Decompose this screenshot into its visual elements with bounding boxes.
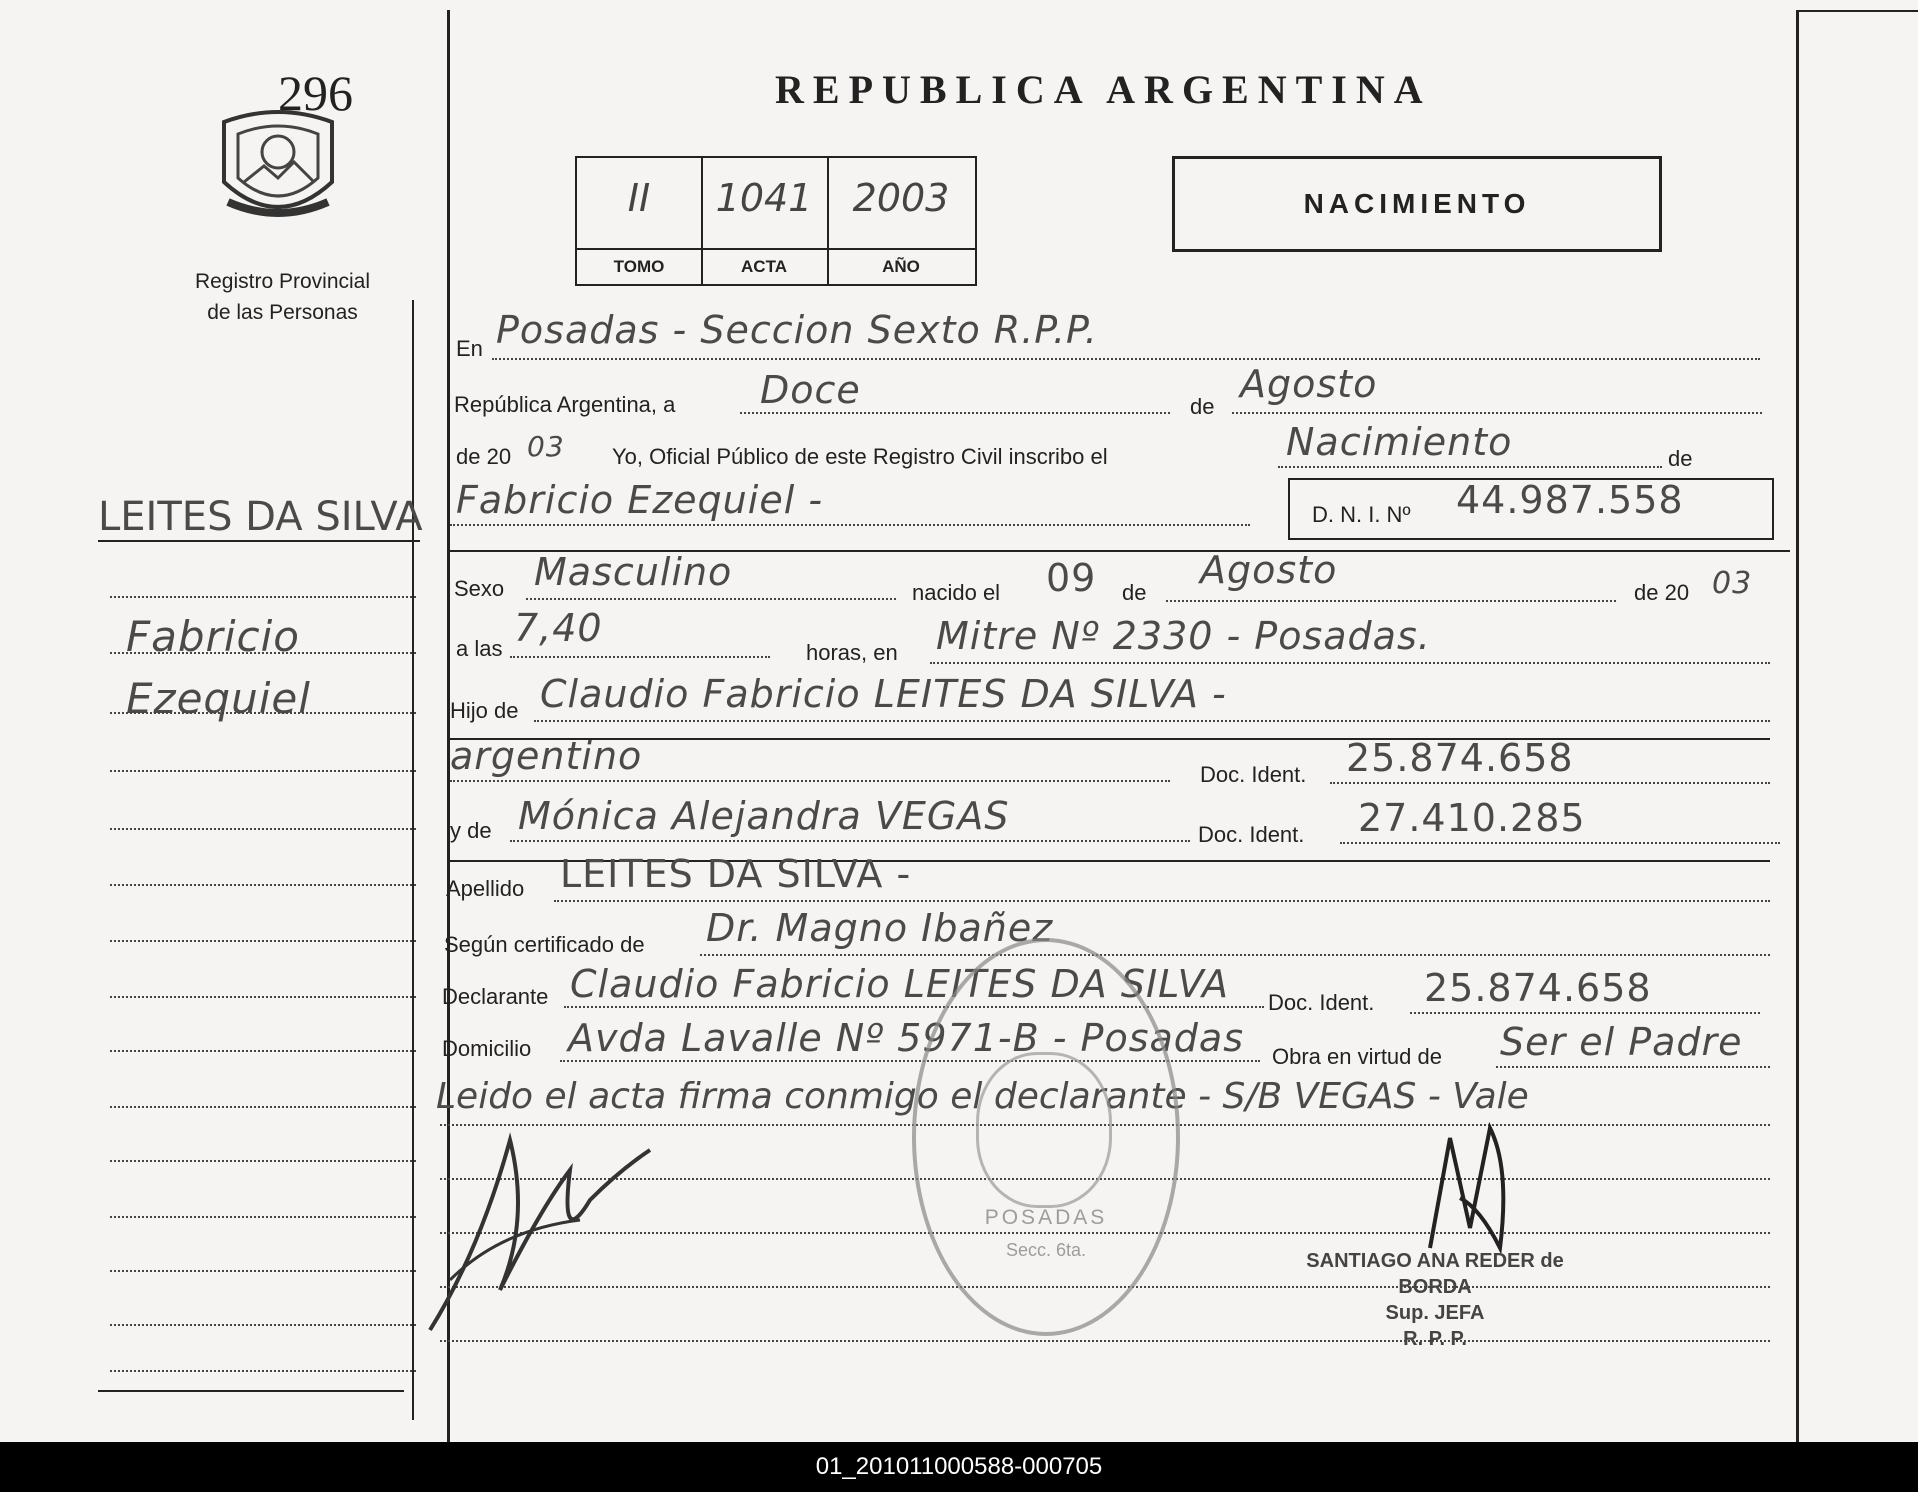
seal-section: Secc. 6ta. bbox=[1005, 1240, 1087, 1260]
label-de-birth: de bbox=[1122, 580, 1147, 605]
label-doc-declarante: Doc. Ident. bbox=[1268, 990, 1375, 1015]
value-child-name: Fabricio Ezequiel - bbox=[456, 478, 824, 522]
line-mother bbox=[510, 840, 1190, 842]
value-mother: Mónica Alejandra VEGAS bbox=[518, 794, 1010, 838]
margin-dotted-line bbox=[110, 996, 416, 998]
line-place bbox=[930, 662, 1770, 664]
official-stamp-title: Sup. JEFA bbox=[1385, 1302, 1485, 1324]
form-dotted-line bbox=[440, 1340, 1770, 1342]
seal-emblem bbox=[976, 1052, 1112, 1208]
value-declarante: Claudio Fabricio LEITES DA SILVA bbox=[570, 962, 1229, 1006]
registry-label-line1: Registro Provincial bbox=[194, 270, 371, 293]
value-sexo: Masculino bbox=[534, 550, 733, 594]
value-month: Agosto bbox=[1240, 362, 1378, 406]
label-apellido: Apellido bbox=[446, 876, 525, 901]
label-birth-year: de 20 bbox=[1634, 580, 1690, 605]
right-edge-border bbox=[1796, 10, 1799, 1442]
line-father-doc bbox=[1330, 782, 1770, 784]
official-stamp-name: SANTIAGO ANA REDER de BORDA bbox=[1306, 1250, 1564, 1298]
label-alas: a las bbox=[456, 636, 503, 661]
margin-dotted-line bbox=[110, 596, 416, 598]
line-declarante-doc bbox=[1410, 1012, 1760, 1014]
document-type-box: NACIMIENTO bbox=[1172, 156, 1662, 252]
value-closing: Leido el acta firma conmigo el declarante - S/B VEGAS - Vale bbox=[436, 1076, 1529, 1117]
label-dni: D. N. I. Nº bbox=[1312, 502, 1411, 527]
top-edge-line bbox=[1796, 10, 1918, 12]
margin-dotted-line bbox=[110, 1370, 416, 1372]
anio-label: AÑO bbox=[827, 248, 975, 284]
value-birth-month: Agosto bbox=[1200, 548, 1338, 592]
margin-second-name: Ezequiel bbox=[126, 674, 311, 723]
line-hour bbox=[510, 656, 770, 658]
label-hijo: Hijo de bbox=[450, 698, 519, 723]
registry-label bbox=[160, 266, 405, 328]
value-year-suffix: 03 bbox=[527, 430, 565, 463]
line-obra bbox=[1496, 1066, 1770, 1068]
registry-label-line2: de las Personas bbox=[207, 301, 358, 324]
label-obra: Obra en virtud de bbox=[1272, 1044, 1442, 1069]
value-domicilio: Avda Lavalle Nº 5971-B - Posadas bbox=[568, 1016, 1244, 1060]
label-declarante: Declarante bbox=[442, 984, 549, 1009]
line-father bbox=[534, 720, 1770, 722]
margin-dotted-line bbox=[110, 1160, 416, 1162]
margin-first-name: Fabricio bbox=[126, 612, 300, 661]
value-declarante-doc: 25.874.658 bbox=[1424, 966, 1652, 1010]
declarant-signature-icon bbox=[1420, 1108, 1530, 1258]
value-hour: 7,40 bbox=[514, 606, 603, 650]
line-segun bbox=[700, 954, 1770, 956]
scan-id-footer: 01_201011000588-000705 bbox=[0, 1442, 1918, 1492]
value-father-nationality: argentino bbox=[450, 734, 643, 778]
margin-dotted-line bbox=[110, 828, 416, 830]
country-title: REPUBLICA ARGENTINA bbox=[775, 67, 1432, 112]
margin-dotted-line bbox=[110, 712, 416, 714]
label-en: En bbox=[456, 336, 483, 361]
value-birth-year: 03 bbox=[1712, 566, 1753, 601]
record-number-box bbox=[575, 156, 977, 286]
margin-line bbox=[98, 540, 420, 542]
line-sexo bbox=[526, 598, 896, 600]
margin-bottom-line bbox=[98, 1390, 404, 1392]
anio-cell bbox=[827, 158, 975, 284]
acta-cell bbox=[701, 158, 829, 284]
value-en: Posadas - Seccion Sexto R.P.P. bbox=[496, 308, 1098, 352]
line-child-name bbox=[450, 524, 1250, 526]
seal-city: POSADAS bbox=[984, 1206, 1108, 1229]
line-day bbox=[740, 412, 1170, 414]
margin-dotted-line bbox=[110, 884, 416, 886]
acta-label: ACTA bbox=[701, 248, 827, 284]
tomo-cell bbox=[577, 158, 703, 284]
line-en bbox=[492, 358, 1760, 360]
line-month bbox=[1232, 412, 1762, 414]
line-father-nat bbox=[450, 780, 1170, 782]
label-domicilio: Domicilio bbox=[442, 1036, 532, 1061]
label-segun: Según certificado de bbox=[444, 932, 645, 957]
margin-dotted-line bbox=[110, 1050, 416, 1052]
value-inscribe: Nacimiento bbox=[1286, 420, 1513, 464]
anio-value: 2003 bbox=[852, 176, 950, 220]
value-segun: Dr. Magno Ibañez bbox=[706, 906, 1054, 950]
value-dni: 44.987.558 bbox=[1456, 478, 1684, 522]
label-de-inscribe: de bbox=[1668, 446, 1693, 471]
margin-dotted-line bbox=[110, 1270, 416, 1272]
label-doc-father: Doc. Ident. bbox=[1200, 762, 1307, 787]
province-crest-icon bbox=[214, 102, 342, 232]
label-year-prefix: de 20 bbox=[456, 444, 512, 469]
official-stamp-office: R. P. P. bbox=[1403, 1328, 1467, 1350]
value-obra: Ser el Padre bbox=[1500, 1020, 1743, 1064]
margin-dotted-line bbox=[110, 770, 416, 772]
value-birth-day: 09 bbox=[1046, 556, 1097, 600]
line-birth-month bbox=[1166, 600, 1616, 602]
value-father-doc: 25.874.658 bbox=[1346, 736, 1574, 780]
line-inscribe bbox=[1278, 466, 1662, 468]
label-yo-oficial: Yo, Oficial Público de este Registro Civil inscribo el bbox=[612, 444, 1108, 469]
registry-number: 296 bbox=[278, 65, 353, 121]
label-republica: República Argentina, a bbox=[454, 392, 676, 417]
official-stamp bbox=[1300, 1248, 1570, 1352]
value-place: Mitre Nº 2330 - Posadas. bbox=[936, 614, 1431, 658]
value-apellido: LEITES DA SILVA - bbox=[560, 852, 912, 896]
label-doc-mother: Doc. Ident. bbox=[1198, 822, 1305, 847]
tomo-value: II bbox=[627, 176, 651, 220]
margin-dotted-line bbox=[110, 1324, 416, 1326]
line-mother-doc bbox=[1340, 842, 1780, 844]
label-nacido: nacido el bbox=[912, 580, 1001, 605]
line-declarante bbox=[564, 1006, 1264, 1008]
registry-seal bbox=[912, 938, 1180, 1336]
label-sexo: Sexo bbox=[454, 576, 505, 601]
margin-dotted-line bbox=[110, 1216, 416, 1218]
value-father: Claudio Fabricio LEITES DA SILVA - bbox=[540, 672, 1227, 716]
label-yde: y de bbox=[450, 818, 492, 843]
margin-dotted-line bbox=[110, 652, 416, 654]
value-mother-doc: 27.410.285 bbox=[1358, 796, 1586, 840]
margin-dotted-line bbox=[110, 940, 416, 942]
tomo-label: TOMO bbox=[577, 248, 701, 284]
line-apellido bbox=[554, 900, 1770, 902]
label-de-month: de bbox=[1190, 394, 1215, 419]
official-signature-icon bbox=[420, 1110, 670, 1340]
value-day: Doce bbox=[760, 368, 861, 412]
margin-dotted-line bbox=[110, 1106, 416, 1108]
margin-surname: LEITES DA SILVA bbox=[98, 494, 423, 540]
left-panel-border bbox=[412, 300, 414, 1420]
acta-value: 1041 bbox=[715, 176, 813, 220]
label-horas: horas, en bbox=[806, 640, 898, 665]
